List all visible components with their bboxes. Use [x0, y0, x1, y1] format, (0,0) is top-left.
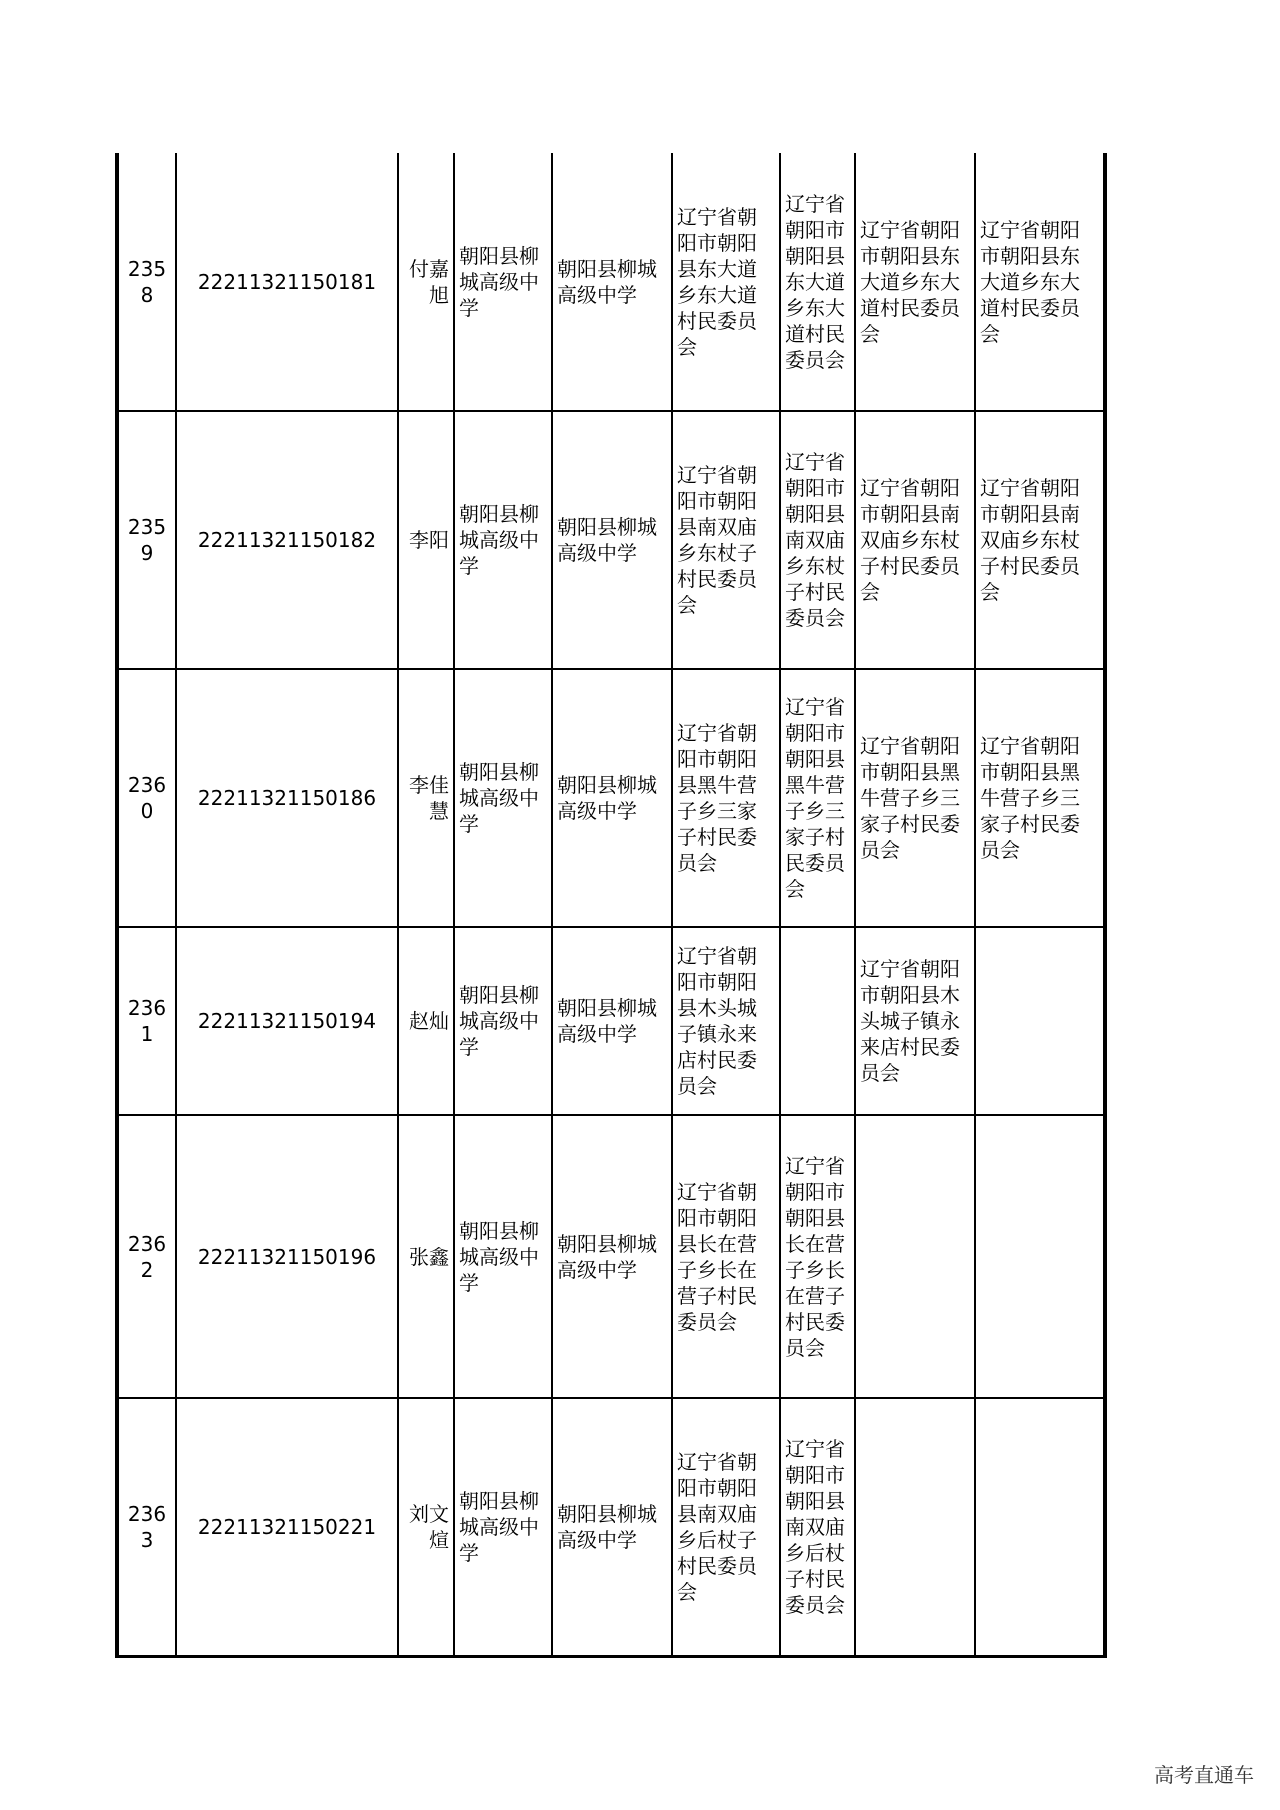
- guardian-address-2: [975, 1398, 1105, 1656]
- parent-household-address: 辽宁省朝阳市朝阳县长在营子乡长在营子村民委员会: [780, 1115, 855, 1398]
- row-number: 2360: [117, 669, 176, 927]
- table-row: [117, 1398, 1105, 1656]
- guardian-address-1: [855, 1398, 975, 1656]
- school: 朝阳县柳城高级中学: [454, 1115, 552, 1398]
- guardian-address-2: [975, 1115, 1105, 1398]
- parent-household-address: 辽宁省朝阳市朝阳县南双庙乡后杖子村民委员会: [780, 1398, 855, 1656]
- school: 朝阳县柳城高级中学: [454, 669, 552, 927]
- watermark-brand: 高考直通车: [1154, 1763, 1254, 1787]
- student-name: 张鑫: [398, 1115, 454, 1398]
- school: 朝阳县柳城高级中学: [454, 411, 552, 669]
- school: 朝阳县柳城高级中学: [454, 927, 552, 1115]
- table-row: [117, 1115, 1105, 1398]
- household-address: 辽宁省朝阳市朝阳县木头城子镇永来店村民委员会: [672, 927, 780, 1115]
- table-row: [117, 153, 1105, 411]
- household-address: 辽宁省朝阳市朝阳县南双庙乡东杖子村民委员会: [672, 411, 780, 669]
- table-row: [117, 669, 1105, 927]
- household-address: 辽宁省朝阳市朝阳县长在营子乡长在营子村民委员会: [672, 1115, 780, 1398]
- parent-household-address: 辽宁省朝阳市朝阳县南双庙乡东杖子村民委员会: [780, 411, 855, 669]
- exam-id: 22211321150181: [176, 153, 398, 411]
- guardian-address-2: 辽宁省朝阳市朝阳县东大道乡东大道村民委员会: [975, 153, 1105, 411]
- table-row: [117, 927, 1105, 1115]
- exam-id: 22211321150194: [176, 927, 398, 1115]
- parent-household-address: 辽宁省朝阳市朝阳县东大道乡东大道村民委员会: [780, 153, 855, 411]
- graduation-school: 朝阳县柳城高级中学: [552, 1115, 672, 1398]
- row-number: 2362: [117, 1115, 176, 1398]
- row-number: 2361: [117, 927, 176, 1115]
- household-address: 辽宁省朝阳市朝阳县东大道乡东大道村民委员会: [672, 153, 780, 411]
- parent-household-address: [780, 927, 855, 1115]
- guardian-address-2: [975, 927, 1105, 1115]
- graduation-school: 朝阳县柳城高级中学: [552, 669, 672, 927]
- table-row: [117, 411, 1105, 669]
- school: 朝阳县柳城高级中学: [454, 153, 552, 411]
- student-name: 刘文煊: [398, 1398, 454, 1656]
- student-name: 李阳: [398, 411, 454, 669]
- graduation-school: 朝阳县柳城高级中学: [552, 1398, 672, 1656]
- exam-id: 22211321150186: [176, 669, 398, 927]
- parent-household-address: 辽宁省朝阳市朝阳县黑牛营子乡三家子村民委员会: [780, 669, 855, 927]
- household-address: 辽宁省朝阳市朝阳县黑牛营子乡三家子村民委员会: [672, 669, 780, 927]
- guardian-address-1: 辽宁省朝阳市朝阳县木头城子镇永来店村民委员会: [855, 927, 975, 1115]
- row-number: 2358: [117, 153, 176, 411]
- exam-id: 22211321150221: [176, 1398, 398, 1656]
- exam-id: 22211321150196: [176, 1115, 398, 1398]
- row-number: 2363: [117, 1398, 176, 1656]
- guardian-address-1: 辽宁省朝阳市朝阳县东大道乡东大道村民委员会: [855, 153, 975, 411]
- graduation-school: 朝阳县柳城高级中学: [552, 927, 672, 1115]
- student-name: 付嘉旭: [398, 153, 454, 411]
- guardian-address-2: 辽宁省朝阳市朝阳县黑牛营子乡三家子村民委员会: [975, 669, 1105, 927]
- roster-table: [115, 153, 1107, 1658]
- guardian-address-1: 辽宁省朝阳市朝阳县南双庙乡东杖子村民委员会: [855, 411, 975, 669]
- row-number: 2359: [117, 411, 176, 669]
- graduation-school: 朝阳县柳城高级中学: [552, 153, 672, 411]
- guardian-address-1: [855, 1115, 975, 1398]
- school: 朝阳县柳城高级中学: [454, 1398, 552, 1656]
- graduation-school: 朝阳县柳城高级中学: [552, 411, 672, 669]
- household-address: 辽宁省朝阳市朝阳县南双庙乡后杖子村民委员会: [672, 1398, 780, 1656]
- guardian-address-2: 辽宁省朝阳市朝阳县南双庙乡东杖子村民委员会: [975, 411, 1105, 669]
- exam-id: 22211321150182: [176, 411, 398, 669]
- student-name: 李佳慧: [398, 669, 454, 927]
- guardian-address-1: 辽宁省朝阳市朝阳县黑牛营子乡三家子村民委员会: [855, 669, 975, 927]
- student-name: 赵灿: [398, 927, 454, 1115]
